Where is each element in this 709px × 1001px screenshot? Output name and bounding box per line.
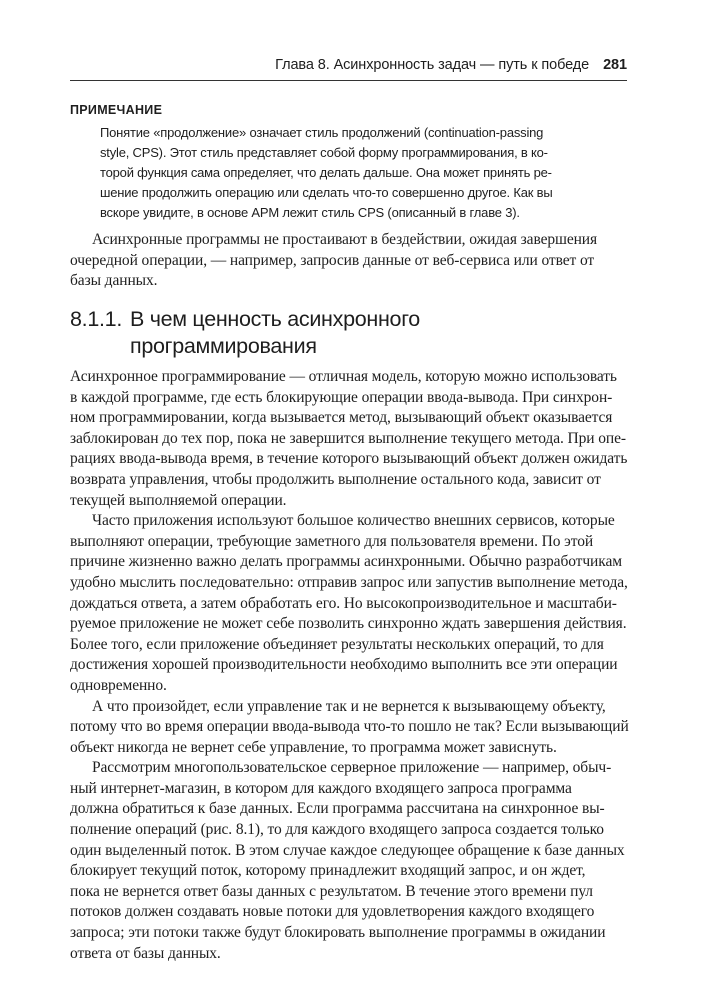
paragraph-line: в каждой программе, где есть блокирующие операции ввода-вывода. При синхрон- [70, 388, 613, 406]
paragraph [70, 367, 630, 511]
note-body [100, 123, 622, 223]
paragraph-line: достижения хорошей производительности необходимо выполнить все эти операции [70, 656, 618, 674]
paragraph-line: ответа от базы данных. [70, 944, 221, 962]
paragraph-line: полнение операций (рис. 8.1), то для каждого входящего запроса создается только [70, 821, 604, 839]
paragraph-line: причине жизненно важно делать программы асинхронными. Обычно разработчикам [70, 553, 622, 571]
section-title-line2: программирования [130, 334, 317, 358]
section-heading [70, 306, 420, 360]
note-line: торой функция сама определяет, что делать дальше. Она может принять ре- [100, 165, 552, 180]
intro-paragraph [70, 230, 630, 292]
paragraph-line: Асинхронные программы не простаивают в бездействии, ожидая завершения [92, 231, 598, 248]
paragraph [70, 511, 630, 696]
section-title-line1: В чем ценность асинхронного [130, 307, 420, 331]
paragraph-line: потоков должен создавать новые потоки для удовлетворения каждого входящего [70, 903, 595, 921]
paragraph-line: одновременно. [70, 676, 167, 694]
paragraph-line: пока не вернется ответ базы данных с результатом. В течение этого времени пул [70, 882, 593, 900]
paragraph-line: удобно мыслить последовательно: отправив запрос или запустив выполнение метода, [70, 573, 628, 591]
paragraph-line: Более того, если приложение объединяет результаты нескольких операций, то для [70, 635, 604, 653]
running-header [70, 57, 627, 73]
paragraph [70, 758, 630, 964]
header-rule [70, 80, 627, 81]
paragraph-line: Часто приложения используют большое количество внешних сервисов, которые [92, 512, 615, 530]
paragraph-line: ном программировании, когда вызывается метод, вызывающий объект оказывается [70, 409, 613, 427]
section-number: 8.1.1. [70, 307, 122, 331]
paragraph-line: базы данных. [70, 272, 158, 290]
paragraph-line: рациях ввода-вывода время, в течение которого вызывающий объект должен ожидать [70, 450, 628, 468]
paragraph-line: Рассмотрим многопользовательское серверное приложение — например, обыч- [92, 759, 612, 777]
paragraph-line: Асинхронное программирование — отличная модель, которую можно использовать [70, 368, 617, 385]
paragraph [70, 697, 630, 759]
note-title: ПРИМЕЧАНИЕ [70, 103, 163, 117]
paragraph-line: ный интернет-магазин, в котором для каждого входящего запроса программа [70, 779, 572, 797]
paragraph-line: заблокирован до тех пор, пока не завершится выполнение текущего метода. При опе- [70, 429, 626, 447]
paragraph-line: дождаться ответа, а затем обработать его. Но высокопроизводительное и масштаби- [70, 594, 617, 612]
paragraph-line: А что произойдет, если управление так и не вернется к вызывающему объекту, [92, 697, 606, 715]
paragraph-line: руемое приложение не может себе позволить синхронно ждать завершения действия. [70, 615, 627, 633]
section-body [70, 367, 630, 964]
paragraph-line: выполняют операции, требующие заметного для пользователя времени. По этой [70, 532, 594, 550]
note-line: шение продолжить операцию или сделать что-то совершенно другое. Как вы [100, 185, 553, 200]
paragraph-line: блокирует текущий поток, которому принадлежит входящий запрос, и он ждет, [70, 862, 586, 880]
note-line: Понятие «продолжение» означает стиль продолжений (continuation-passing [100, 125, 544, 140]
paragraph-line: должна обратиться к базе данных. Если программа рассчитана на синхронное вы- [70, 800, 605, 818]
chapter-title: Глава 8. Асинхронность задач — путь к победе [275, 57, 590, 73]
paragraph-line: объект никогда не вернет себе управление, то программа может зависнуть. [70, 738, 557, 756]
paragraph-line: возврата управления, чтобы продолжить выполнение остального кода, зависит от [70, 470, 601, 488]
paragraph-line: очередной операции, — например, запросив данные от веб-сервиса или ответ от [70, 251, 595, 269]
note-line: вскоре увидите, в основе APM лежит стиль CPS (описанный в главе 3). [100, 205, 520, 220]
note-line: style, CPS). Этот стиль представляет собой форму программирования, в ко- [100, 145, 548, 160]
paragraph-line: запроса; эти потоки также будут блокировать выполнение программы в ожидании [70, 924, 606, 942]
paragraph-line: один выделенный поток. В этом случае каждое следующее обращение к базе данных [70, 841, 625, 859]
paragraph-line: потому что во время операции ввода-вывода что-то пошло не так? Если вызывающий [70, 718, 629, 736]
page-number: 281 [603, 57, 627, 73]
paragraph-line: текущей выполняемой операции. [70, 491, 287, 509]
